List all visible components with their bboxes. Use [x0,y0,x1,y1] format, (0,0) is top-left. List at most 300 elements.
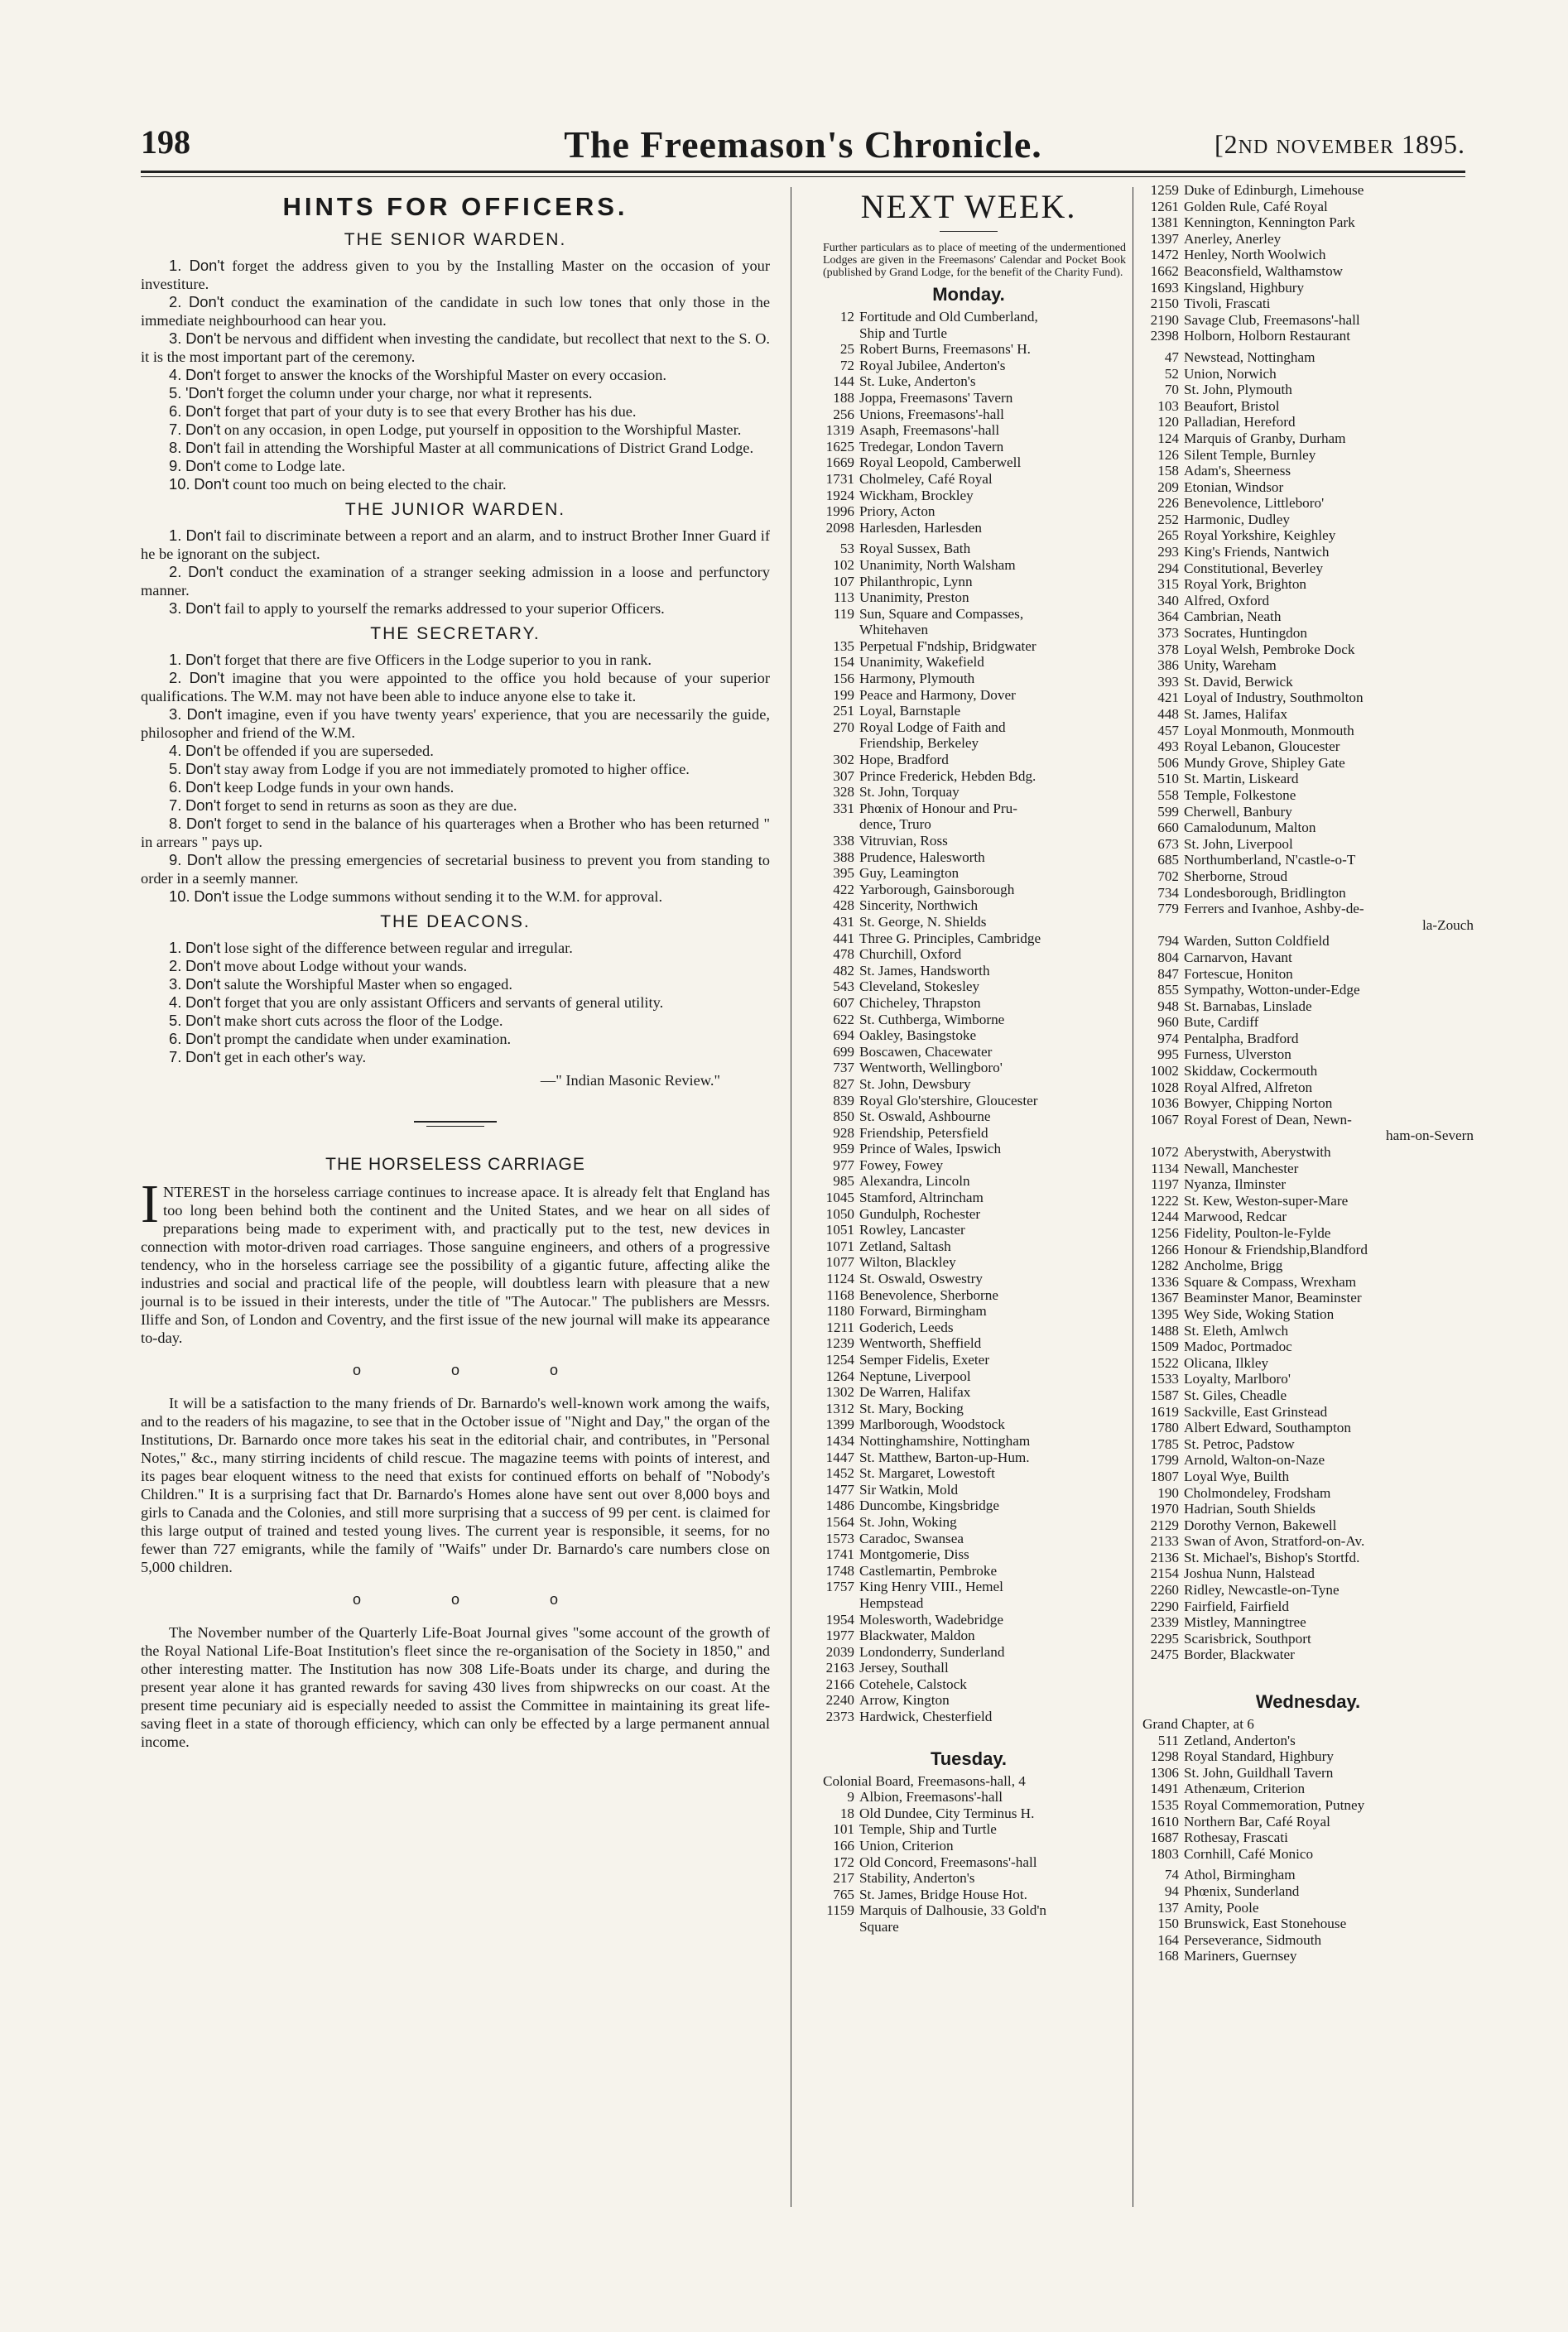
hint-item [141,669,770,705]
lodge-number: 307 [833,767,854,784]
lodge-name: Sherborne, Stroud [1184,868,1288,884]
lodge-name: Sir Watkin, Mold [859,1481,959,1498]
lodge-entry [1142,1501,1474,1517]
lodge-entry [811,1222,1126,1238]
middle-column [811,182,1126,1935]
lodge-name: St. George, N. Shields [859,913,987,930]
hint-dont: Don't [186,851,223,868]
lodge-name: Fortescue, Honiton [1184,965,1293,982]
lodge-number: 558 [1157,786,1179,803]
deacons-hints [141,939,770,1066]
lodge-name: Cleveland, Stokesley [859,978,980,995]
lodge-name: Royal Alfred, Alfreton [1184,1079,1313,1095]
hint-item [141,599,770,618]
lodge-name: St. Martin, Liskeard [1184,771,1299,787]
hint-dont: Don't [185,329,221,347]
hint-dont: Don't [185,457,221,474]
lodge-entry [1142,982,1474,998]
lodge-name: Albert Edward, Southampton [1184,1420,1351,1436]
lodge-number: 252 [1157,511,1179,527]
lodge-entry [1142,263,1474,280]
lodge-number: 164 [1157,1931,1179,1948]
lodge-name: Royal Sussex, Bath [859,541,971,557]
wednesday-lodges-list [1142,1733,1474,1964]
lodge-entry [1142,1733,1474,1749]
lodge-name: St. Luke, Anderton's [859,373,976,390]
lodge-entry [1142,738,1474,755]
lodge-number: 101 [833,1821,854,1838]
tuesday-intro: Colonial Board, Freemasons-hall, 4 [823,1772,1026,1789]
lodge-entry [1142,560,1474,577]
lodge-number: 478 [833,946,854,963]
lodge-entry [811,1546,1126,1563]
lodge-name: Perseverance, Sidmouth [1184,1931,1322,1948]
lodge-number: 1381 [1150,214,1179,231]
hint-item [141,760,770,778]
lodge-name: St. Matthew, Barton-up-Hum. [859,1449,1030,1465]
lodge-number: 1239 [825,1335,854,1352]
lodge-number: 977 [833,1156,854,1173]
lodge-name: Newstead, Nottingham [1184,349,1315,365]
lodge-entry [1142,430,1474,447]
lodge-name: St. James, Handsworth [859,962,990,978]
lodge-number: 2150 [1150,296,1179,312]
lodge-number: 1256 [1150,1225,1179,1241]
lodge-number: 1077 [825,1254,854,1271]
lodge-name: Kennington, Kennington Park [1184,214,1355,231]
lodge-name: Jersey, Southall [859,1660,949,1676]
lodge-name: Wilton, Blackley [859,1254,956,1271]
hint-number: 6. [169,402,182,420]
lodge-number: 190 [1157,1484,1179,1501]
lodge-entry [1142,527,1474,544]
hint-text: forget that you are only assistant Officers and servants of general utility. [220,994,664,1011]
lodge-number: 2154 [1150,1565,1179,1582]
lodge-number: 2339 [1150,1614,1179,1631]
lodge-entry [1142,1599,1474,1615]
lodge-entry [1142,1144,1474,1161]
hint-item [141,457,770,475]
lodge-entry [811,1254,1126,1271]
lodge-number: 1036 [1150,1095,1179,1112]
lodge-name: Scarisbrick, Southport [1184,1630,1311,1647]
lodge-number: 1522 [1150,1354,1179,1371]
lodge-name: Loyal Monmouth, Monmouth [1184,722,1354,738]
lodge-entry [1142,852,1474,868]
lodge-number: 428 [833,897,854,914]
lodge-entry [1142,182,1474,199]
lodge-entry [811,1027,1126,1044]
lodge-entry [1142,366,1474,382]
lodge-entry [811,1887,1126,1903]
lodge-number: 135 [833,637,854,654]
lodge-entry [811,1044,1126,1060]
lodge-name: St. John, Dewsbury [859,1075,971,1092]
hint-item [141,293,770,329]
lodge-entry [1142,723,1474,739]
lodge-entry [811,1416,1126,1433]
lodge-name: Square & Compass, Wrexham [1184,1273,1357,1290]
lodge-name: St. John, Plymouth [1184,382,1292,398]
lodge-name: Henley, North Woolwich [1184,247,1326,263]
lodge-name: Beaminster Manor, Beaminster [1184,1290,1362,1306]
lodge-name: Temple, Folkestone [1184,786,1296,803]
lodge-number: 1669 [825,454,854,471]
lodge-number: 1477 [825,1481,854,1498]
hint-dont: Don't [185,760,221,777]
hint-text: forget to send in the balance of his quarterages when a Brother who has been returned " in arrears " pays up. [141,815,770,850]
hint-number: 5. [169,384,182,401]
lodge-name: Cholmeley, Café Royal [859,470,993,487]
lodge-name: St. Oswald, Oswestry [859,1271,983,1287]
lodge-entry [811,1012,1126,1028]
lodge-name: Holborn, Holborn Restaurant [1184,328,1350,344]
lodge-number: 960 [1157,1014,1179,1031]
lodge-entry [1142,1176,1474,1193]
lodge-number: 2136 [1150,1549,1179,1565]
lodge-number: 188 [833,389,854,406]
lodge-number: 1533 [1150,1371,1179,1387]
hint-dont: Don't [185,439,221,456]
lodge-number: 1970 [1150,1501,1179,1517]
lodge-entry [1142,1257,1474,1274]
junior-warden-hints [141,527,770,618]
hint-number: 3. [169,599,182,617]
lodge-entry [1142,1014,1474,1031]
lodge-entry [1142,231,1474,248]
lodge-name: Cholmondeley, Frodsham [1184,1484,1331,1501]
hint-dont: Don't [185,599,221,617]
lodge-entry [811,1335,1126,1352]
lodge-number: 2039 [825,1643,854,1660]
hint-number: 1. [169,527,182,544]
lodge-number: 948 [1157,998,1179,1014]
lodge-name: Hardwick, Chesterfield [859,1709,993,1725]
hint-dont: Don't [185,651,221,668]
lodge-number: 256 [833,406,854,422]
lodge-entry [1142,1469,1474,1485]
lodge-entry [811,1271,1126,1287]
lodge-name: St. John, Woking [859,1513,957,1530]
hint-item [141,778,770,796]
hint-text: be nervous and diffident when investing the candidate, but recollect that next to the S. O. it is the most important part of the ceremony. [141,330,770,365]
lodge-name: St. Barnabas, Linslade [1184,998,1312,1014]
lodge-entry [1142,398,1474,415]
lodge-name: Loyal Wye, Builth [1184,1468,1290,1484]
hint-item [141,975,770,993]
hint-item [141,1012,770,1030]
lodge-entry [811,897,1126,914]
lodge-entry [1142,214,1474,231]
lodge-number: 393 [1157,673,1179,690]
lodge-entry [811,503,1126,520]
lodge-entry [1142,1079,1474,1096]
lodge-number: 1159 [826,1902,854,1919]
lodge-entry [811,1612,1126,1628]
lodge-number: 1067 [1150,1111,1179,1128]
lodge-name: Arrow, Kington [859,1692,950,1709]
lodge-continuation: ham-on-Severn [1386,1128,1474,1144]
lodge-number: 1312 [825,1400,854,1416]
lodge-number: 1687 [1150,1830,1179,1846]
lodge-entry [811,995,1126,1012]
lodge-entry [811,439,1126,455]
hint-item [141,1048,770,1066]
lodge-name: Wey Side, Woking Station [1184,1305,1335,1322]
lodge-name: Marquis of Granby, Durham [1184,430,1346,446]
lodge-entry [811,1692,1126,1709]
hint-dont: Don't [185,366,221,383]
lodge-number: 102 [833,556,854,573]
lodge-number: 2295 [1150,1630,1179,1647]
lodge-number: 2129 [1150,1517,1179,1533]
lodge-entry [811,1628,1126,1644]
lodge-entry [811,471,1126,488]
lodge-name: Brunswick, East Stonehouse [1184,1916,1347,1932]
lodge-entry [1142,1371,1474,1387]
lodge-name: Gundulph, Rochester [859,1205,981,1222]
lodge-number: 1587 [1150,1387,1179,1403]
hint-item [141,705,770,742]
lodge-name: Warden, Sutton Coldfield [1184,933,1330,950]
lodge-entry [811,341,1126,358]
lodge-entry [1142,1452,1474,1469]
lodge-entry [811,638,1126,655]
lodge-name: Honour & Friendship,Blandford [1184,1241,1368,1257]
hint-dont: Don't [194,475,229,493]
lodge-name: Caradoc, Swansea [859,1530,964,1546]
lodge-number: 482 [833,962,854,978]
lodge-entry [811,1433,1126,1450]
lodge-entry [1142,447,1474,464]
lodge-entry [811,1709,1126,1725]
lodge-entry [811,1854,1126,1871]
lodge-entry [811,1320,1126,1336]
lodge-number: 226 [1157,495,1179,512]
hint-number: 4. [169,742,182,759]
lodge-entry [811,1287,1126,1304]
lodge-number: 103 [1157,397,1179,414]
lodge-entry [1142,690,1474,706]
carriage-heading: THE HORSELESS CARRIAGE [325,1155,585,1174]
lodge-name: Fortitude and Old Cumberland, [859,309,1038,325]
lodge-name: Loyal, Barnstaple [859,703,961,719]
wednesday-intro: Grand Chapter, at 6 [1142,1716,1254,1733]
lodge-name: Furness, Ulverston [1184,1046,1291,1063]
lodge-entry [811,541,1126,557]
lodge-number: 373 [1157,625,1179,642]
lodge-name: Skiddaw, Cockermouth [1184,1063,1318,1079]
source-credit: —" Indian Masonic Review." [540,1072,720,1089]
lodge-entry [1142,608,1474,625]
lodge-number: 737 [833,1060,854,1076]
hint-number: 9. [169,851,182,868]
hint-number: 7. [169,1048,182,1065]
hint-dont: Don't [188,293,224,310]
lodge-continuation: Hempstead [859,1594,924,1611]
hint-number: 1. [169,939,182,956]
lodge-name: Guy, Leamington [859,865,960,882]
lodge-number: 959 [833,1141,854,1157]
lodge-entry [811,1450,1126,1466]
lodge-entry [1142,1781,1474,1797]
lodge-entry [811,752,1126,768]
lodge-number: 1071 [825,1238,854,1254]
lodge-entry [1142,1193,1474,1209]
hint-item [141,887,770,906]
lodge-number: 119 [833,605,854,622]
lodge-name: St. James, Halifax [1184,706,1288,722]
monday-lodges [811,309,1126,1725]
lodge-entry [811,914,1126,930]
lodge-entry [811,654,1126,671]
lodge-number: 18 [839,1805,854,1821]
section-divider-short [426,1126,484,1127]
lodge-entry [811,1482,1126,1498]
lodge-continuation: Square [859,1919,899,1935]
hint-item [141,815,770,851]
lodge-number: 1395 [1150,1305,1179,1322]
lodge-entry [811,930,1126,947]
lodge-number: 506 [1157,754,1179,771]
lodge-name: St. John, Torquay [859,784,960,801]
lodge-entry [1142,836,1474,853]
lodge-name: Unity, Wareham [1184,657,1277,674]
lodge-name: Montgomerie, Diss [859,1546,969,1563]
monday-heading: Monday. [932,284,1005,305]
lodge-number: 1535 [1150,1797,1179,1813]
lodge-entry [1142,1485,1474,1502]
lodge-name: Molesworth, Wadebridge [859,1611,1003,1628]
lodge-entry [811,1789,1126,1805]
hint-text: imagine, even if you have twenty years' experience, that you are necessarily the guide, philosopher and friend of the W.M. [141,706,770,741]
hint-text: fail to discriminate between a report and an alarm, and to instruct Brother Inner Guard if he be ignorant on the subject. [141,527,770,562]
lodge-name: Marquis of Dalhousie, 33 Gold'n [859,1902,1047,1919]
lodge-name: Olicana, Ilkley [1184,1354,1269,1371]
hint-text: keep Lodge funds in your own hands. [220,779,455,796]
lodge-entry [1142,463,1474,479]
lodge-name: Royal Leopold, Camberwell [859,454,1022,471]
lodge-entry [1142,495,1474,512]
hint-number: 7. [169,421,182,438]
lodge-name: Kingsland, Highbury [1184,279,1305,296]
lodge-entry [811,768,1126,785]
lodge-name: Amity, Poole [1184,1899,1259,1916]
lodge-number: 1996 [825,503,854,520]
lodge-number: 1180 [826,1303,854,1320]
lodge-number: 1799 [1150,1452,1179,1469]
lodge-name: Nyanza, Ilminster [1184,1176,1287,1193]
lodge-entry [811,520,1126,536]
hint-number: 3. [169,329,182,347]
lodge-number: 1924 [825,487,854,503]
hint-text: make short cuts across the floor of the Lodge. [220,1012,503,1029]
hint-text: prompt the candidate when under examination. [220,1031,512,1047]
lodge-entry [811,1190,1126,1206]
lodge-name: Ancholme, Brigg [1184,1257,1283,1274]
lodge-name: Royal Forest of Dean, Newn- [1184,1111,1352,1128]
lodge-number: 660 [1157,820,1179,836]
lodge-continuation: Friendship, Berkeley [859,735,979,752]
lodge-name: Oakley, Basingstoke [859,1027,977,1044]
lodge-number: 124 [1157,430,1179,446]
lodge-name: Alexandra, Lincoln [859,1173,970,1190]
hint-text: conduct the examination of the candidate in such low tones that only those in the immediate neighbourhood can hear you. [141,294,770,329]
lodge-name: Boscawen, Chacewater [859,1043,993,1060]
lodge-name: Wentworth, Wellingboro' [859,1060,1003,1076]
hint-number: 2. [169,293,182,310]
hint-dont: Don't [185,778,221,796]
lodge-name: St. Petroc, Padstow [1184,1435,1295,1452]
lodge-number: 1051 [825,1222,854,1238]
lodge-number: 1491 [1150,1781,1179,1797]
lodge-name: Royal York, Brighton [1184,576,1307,593]
lodge-entry [811,1821,1126,1838]
lodge-entry [1142,933,1474,950]
lodge-entry [811,406,1126,423]
lodge-number: 1367 [1150,1290,1179,1306]
hint-text: move about Lodge without your wands. [220,958,468,974]
lodge-entry [811,963,1126,979]
lodge-number: 1264 [825,1368,854,1384]
hint-item [141,1030,770,1048]
lodge-entry [1142,1533,1474,1550]
lodge-name: Castlemartin, Pembroke [859,1562,998,1579]
lodge-number: 1573 [825,1530,854,1546]
lodge-number: 364 [1157,608,1179,625]
lodge-name: Golden Rule, Café Royal [1184,198,1328,214]
lodge-entry [1142,998,1474,1015]
hint-text: be offended if you are superseded. [220,743,434,759]
lodge-name: Silent Temple, Burnley [1184,446,1316,463]
lodge-number: 1045 [825,1190,854,1206]
masthead-rule-thin [141,176,1465,177]
lodge-name: Bute, Cardiff [1184,1014,1259,1031]
lodge-entry [811,589,1126,606]
lodge-name: Border, Blackwater [1184,1647,1295,1663]
lodge-entry [1142,1517,1474,1534]
lodge-number: 1211 [826,1319,854,1335]
hint-item [141,796,770,815]
lodge-number: 2098 [825,519,854,536]
hint-item [141,384,770,402]
lodge-name: Athenæum, Criterion [1184,1781,1306,1797]
lodge-name: Adam's, Sheerness [1184,463,1291,479]
lodge-number: 302 [833,752,854,768]
hint-dont: Don't [185,402,221,420]
lodge-entry [811,1531,1126,1547]
lodge-entry [1142,1900,1474,1916]
lodge-entry [1142,1867,1474,1883]
lodge-name: Ridley, Newcastle-on-Tyne [1184,1582,1340,1599]
lodge-name: St. Giles, Cheadle [1184,1387,1287,1403]
lodge-name: Fowey, Fowey [859,1156,944,1173]
lodge-name: Newall, Manchester [1184,1160,1299,1176]
lodge-number: 166 [833,1838,854,1854]
lodge-number: 2475 [1150,1647,1179,1663]
lodge-number: 2240 [825,1692,854,1709]
lodge-name: Unanimity, Preston [859,589,969,606]
hint-number: 7. [169,796,182,814]
lodge-number: 1399 [825,1416,854,1433]
lodge-number: 1693 [1150,279,1179,296]
hint-item [141,439,770,457]
lodge-entry [1142,593,1474,609]
lodge-entry [811,784,1126,801]
lodge-entry [811,1060,1126,1076]
lodge-name: Cambrian, Neath [1184,608,1282,625]
lodge-name: Swan of Avon, Stratford-on-Av. [1184,1533,1365,1550]
